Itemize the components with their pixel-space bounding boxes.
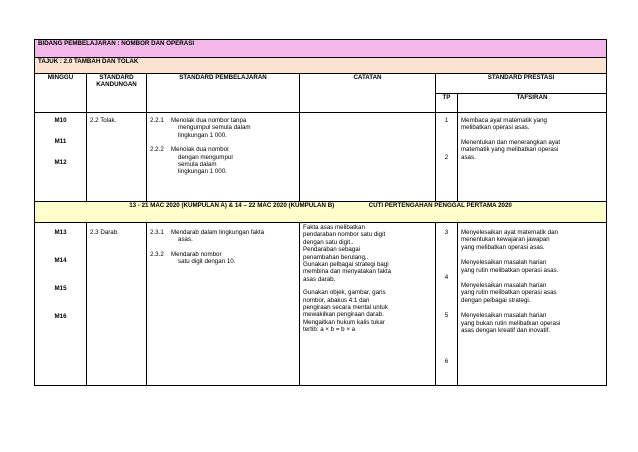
catatan-line: nombor, abakus 4:1 dan [303, 296, 370, 304]
sp-line: Mendarab dalam lingkungan fakta [171, 229, 265, 236]
tafsiran-line: yang melibatkan operasi asas. [461, 243, 545, 251]
tafsiran-cell [458, 113, 607, 202]
sp-cell [147, 223, 300, 386]
catatan-entry [303, 261, 432, 283]
tafsiran-line: Menyelesaikan ayat matematik dan [461, 229, 558, 236]
catatan-entry [303, 289, 432, 319]
week-label: M13 [54, 229, 67, 236]
tp-value: 6 [444, 358, 449, 365]
tafsiran-line: matematik yang melibatkan operasi [461, 146, 559, 154]
tafsiran-line: Menyelesaikan masalah harian [461, 259, 547, 267]
table-row [35, 113, 607, 202]
week-label: M15 [54, 285, 67, 292]
tp-value: 4 [444, 274, 449, 281]
sp-line: lingkungan 1 000. [178, 168, 227, 176]
sp-number: 2.3.1 [150, 229, 164, 236]
catatan-line: Gunakan objek, gambar, garis [303, 289, 386, 297]
week-label: M16 [54, 313, 67, 320]
tafsiran-line: dengan pelbagai strategi. [461, 296, 531, 304]
sp-text [171, 146, 233, 176]
sp-number: 2.3.2 [150, 250, 164, 258]
catatan-entry [303, 224, 432, 246]
tafsiran-entry [461, 312, 603, 334]
catatan-entry [303, 319, 432, 334]
tafsiran-cell [458, 223, 607, 386]
catatan-cell [300, 223, 436, 386]
tafsiran-line: Menyelesaikan masalah harian [461, 282, 547, 290]
sp-line: Menolak dua nombor tanpa [171, 117, 247, 124]
sk-cell: 2.2 Tolak. [87, 113, 147, 202]
header-catatan: CATATAN [300, 74, 436, 113]
tafsiran-line: menentukan kewajaran jawapan [461, 236, 550, 244]
catatan-line: membina dan menyatakan fakta [303, 268, 392, 276]
weeks-cell [35, 223, 87, 386]
sp-line: dengan mengumpul [178, 153, 233, 161]
tafsiran-entry [461, 139, 603, 161]
rpt-table [34, 39, 607, 386]
tafsiran-line: yang rutin melibatkan operasi asas. [461, 266, 559, 274]
tafsiran-entry [461, 229, 603, 251]
sp-entry [150, 146, 296, 176]
catatan-cell [300, 113, 436, 202]
week-label: M12 [54, 159, 67, 166]
sp-entry [150, 117, 296, 139]
tp-value: 1 [444, 117, 449, 124]
sp-line: satu digit dengan 10. [178, 258, 236, 266]
header-tp: TP [436, 94, 458, 113]
sp-line: asas. [178, 236, 193, 244]
sp-line: Menolak dua nombor [171, 146, 230, 154]
tafsiran-line: melibatkan operasi asas. [461, 124, 530, 132]
table-row [35, 223, 607, 386]
catatan-line: Gunakan pelbagai strategi bagi [303, 261, 389, 269]
catatan-line: Fakta asas melibatkan [303, 224, 365, 231]
catatan-line: Pendaraban sebagai [303, 246, 361, 254]
catatan-entry [303, 246, 432, 261]
catatan-line: Mengaitkan hukum kalis tukar [303, 318, 385, 326]
header-tafsiran: TAFSIRAN [458, 94, 607, 113]
sp-text [171, 229, 264, 244]
catatan-line: penambahan berulang,. [303, 253, 369, 261]
tp-value: 5 [444, 312, 449, 319]
week-label: M10 [54, 117, 67, 124]
sp-number: 2.2.1 [150, 117, 164, 124]
bidang-pembelajaran: BIDANG PEMBELAJARAN : NOMBOR DAN OPERASI [35, 40, 607, 58]
tafsiran-line: Menentukan dan menerangkan ayat [461, 138, 561, 146]
tafsiran-line: asas. [461, 153, 476, 161]
tp-value: 2 [444, 154, 449, 161]
tp-cell [436, 113, 458, 202]
sk-cell: 2.3 Darab. [87, 223, 147, 386]
catatan-line: asas darab. [303, 275, 336, 283]
header-standard-prestasi: STANDARD PRESTASI [436, 74, 607, 94]
catatan-line: pengiraan secara mental untuk [303, 304, 388, 312]
sp-line: Mendarab nombor [171, 250, 222, 258]
header-standard-pembelajaran: STANDARD PEMBELAJARAN [147, 74, 300, 113]
sp-cell [147, 113, 300, 202]
tp-cell [436, 223, 458, 386]
catatan-line: tertib: a × b = b × a [303, 326, 356, 334]
sp-line: lingkungan 1 000. [178, 131, 227, 139]
tafsiran-entry [461, 117, 603, 132]
sp-entry [150, 251, 296, 266]
week-label: M14 [54, 257, 67, 264]
tafsiran-entry [461, 282, 603, 304]
catatan-line: pendaraban nombor satu digit [303, 231, 386, 239]
tafsiran-line: Membaca ayat matematik yang [461, 117, 547, 124]
tafsiran-line: yang bukan rutin melibatkan operasi [461, 319, 561, 327]
weeks-cell [35, 113, 87, 202]
sp-entry [150, 229, 296, 244]
catatan-line: dengan satu digit.. [303, 238, 354, 246]
header-standard-kandungan: STANDARD KANDUNGAN [87, 74, 147, 113]
header-minggu: MINGGU [35, 74, 87, 113]
sp-number: 2.2.2 [150, 146, 164, 154]
week-label: M11 [54, 138, 67, 145]
tafsiran-line: Menyelesaikan masalah harian [461, 312, 547, 320]
tafsiran-entry [461, 259, 603, 274]
sp-line: semula dalam [178, 161, 217, 169]
tp-value: 3 [444, 229, 449, 236]
sp-text [171, 117, 251, 139]
tafsiran-line: asas dengan kreatif dan inovatif. [461, 327, 551, 335]
tajuk: TAJUK : 2.0 TAMBAH DAN TOLAK [35, 58, 607, 74]
sp-line: mengumpul semula dalam [178, 124, 251, 132]
catatan-line: mewakilkan pengiraan darab. [303, 311, 384, 319]
cuti-banner: 13 - 21 MAC 2020 (KUMPULAN A) & 14 – 22 MAC 2020 (KUMPULAN B) CUTI PERTENGAHAN PENGGAL PERTAMA 2020 [35, 202, 607, 223]
sp-text [171, 251, 235, 266]
tafsiran-line: yang rutin melibatkan operasi asas [461, 289, 557, 297]
